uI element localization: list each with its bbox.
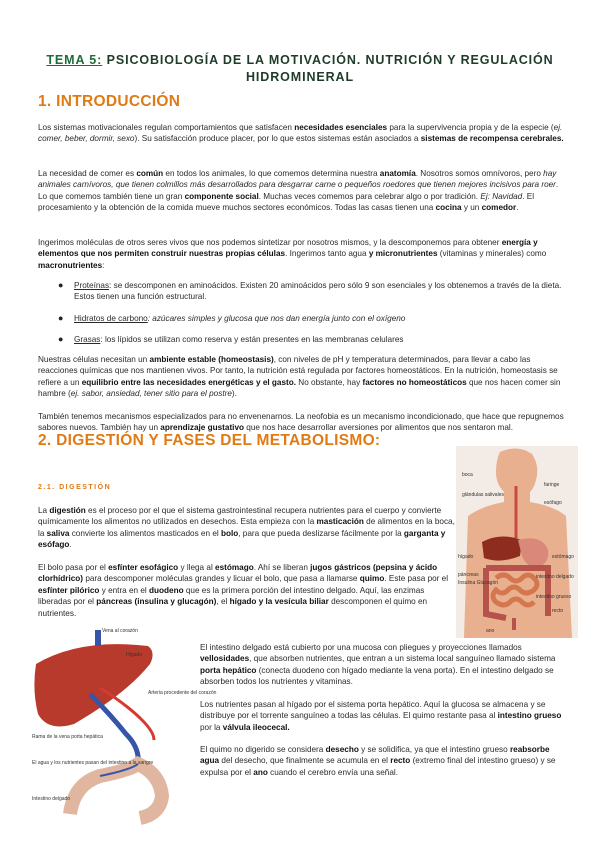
digestion-paragraph-2: El bolo pasa por el esfínter esofágico y llega al estómago. Ahí se liberan jugos gástricos (pepsina y ácido clorhídrico) para descomponer moléculas grandes y licuar el bolo, que pasa a llamarse quimo. Este pasa por el esfínter pilórico y entra en el duodeno que es la primera porción del intestino delgado. Aquí, las enzimas liberadas por el páncreas (insulina y glucagón), el hígado y la vesícula biliar descomponen el quimo en nutrientes. [38, 563, 449, 618]
digestion-paragraph-4: Los nutrientes pasan al hígado por el sistema porta hepático. Aquí la glucosa se almacena y se distribuye por el torrente sanguíneo a todas las células. El quimo restante pasa al intestino grueso por la válvula ileocecal. [200, 700, 562, 732]
bullet-dot: ● [58, 334, 64, 344]
digestion-paragraph-3: El intestino delgado está cubierto por una mucosa con pliegues y proyecciones llamados vellosidades, que absorben nutrientes, que entran a un sistema local sanguíneo llamado sistema porta hepático (conecta duodeno con hígado mediante la vena porta). En el intestino delgado se absorben todos los nutrientes y vitaminas. [200, 643, 556, 687]
label-pancreas: páncreas [458, 572, 479, 578]
section2-subheading: 2.1. DIGESTIÓN [38, 484, 112, 491]
label-glandulas: glándulas salivales [462, 492, 504, 498]
intro-paragraph-1: Los sistemas motivacionales regulan comportamientos que satisfacen necesidades esenciales para la supervivencia propia y de la especie (ej. comer, beber, dormir, sexo). Su satisfacción produce placer, por lo que estos sistemas están asociados a sistemas de recompensa cerebrales. [38, 123, 564, 144]
label-vena-corazon: Vena al corazón [102, 628, 138, 634]
bullet-dot: ● [58, 280, 64, 290]
label-insulina: Insulina Glucagón [458, 580, 499, 586]
label-esofago: esófago [544, 500, 562, 506]
bullet-dot: ● [58, 313, 64, 323]
label-agua-nutrientes: El agua y los nutrientes pasan del intestino a la sangre [32, 760, 154, 766]
section2-heading: 2. DIGESTIÓN Y FASES DEL METABOLISMO: [38, 432, 381, 449]
label-boca: boca [462, 472, 473, 478]
bullet-grasas: Grasas: los lípidos se utilizan como reserva y están presentes en las membranas celulares [74, 335, 404, 344]
label-estomago: estómago [552, 554, 574, 560]
label-recto: recto [552, 608, 564, 614]
title-line2: HIDROMINERAL [245, 70, 355, 84]
digestion-paragraph-1: La digestión es el proceso por el que el sistema gastrointestinal recupera nutrientes para el cuerpo y convierte químicamente los alimentos no utilizados en desechos. Esta empieza con la masticación de alimentos en la boca, la saliva convierte los alimentos masticados en el bolo, para que pueda deslizarse fácilmente por la garganta y esófago. [38, 506, 455, 550]
label-higado: Hígado [126, 652, 143, 658]
intro-paragraph-4: Nuestras células necesitan un ambiente estable (homeostasis), con niveles de pH y temperatura determinados, para llevar a cabo las reacciones químicas que nos mantienen vivos. Por tanto, la nutrición está regulada por factores homeostáticos. En la nutrición, homeostasis se refiere a un equilibrio entre las necesidades energéticas y el gasto. No obstante, hay factores no homeostáticos que nos hacen comer sin hambre (ej. sabor, ansiedad, tener sitio para el postre). [38, 355, 561, 399]
intro-paragraph-5: También tenemos mecanismos especializados para no envenenarnos. La neofobia es un mecanismo incondicionado, que hace que repugnemos sabores nuevos. También hay un aprendizaje gustativo que nos hace desarrollar aversiones por alimentos que nos sentaron mal. [38, 412, 564, 433]
section1-heading: 1. INTRODUCCIÓN [38, 93, 181, 110]
label-higado: hígado [458, 554, 474, 560]
label-arteria: Arteria procedente del corazón [148, 690, 217, 696]
document-title [40, 52, 560, 86]
label-intestino-delgado: Intestino delgado [32, 796, 71, 802]
label-intestino-delgado: intestino delgado [536, 574, 574, 580]
digestion-paragraph-5: El quimo no digerido se considera desecho y se solidifica, ya que el intestino grueso reabsorbe agua del desecho, que finalmente se acumula en el recto (extremo final del intestino grueso) y se expulsa por el ano cuando el cerebro envía una señal. [200, 745, 556, 777]
label-intestino-grueso: intestino grueso [536, 594, 572, 600]
title-tema: TEMA 5: [46, 53, 103, 67]
liver-shape [482, 536, 522, 560]
label-rama-vena-porta: Rama de la vena porta hepática [32, 734, 103, 740]
bullet-hidratos: Hidratos de carbono: azúcares simples y glucosa que nos dan energía junto con el oxígeno [74, 314, 406, 323]
intro-paragraph-3: Ingerimos moléculas de otros seres vivos que nos podemos sintetizar por nosotros mismos, y la descomponemos para obtener energía y elementos que nos permiten construir nuestras propias células. Ingerimos tanto agua y micronutrientes (vitaminas y minerales) como macronutrientes: [38, 238, 547, 270]
label-ano: ano [486, 628, 495, 634]
title-text: PSICOBIOLOGÍA DE LA MOTIVACIÓN. NUTRICIÓN Y REGULACIÓN [102, 53, 554, 67]
digestive-system-figure [456, 446, 578, 638]
intro-paragraph-2: La necesidad de comer es común en todos los animales, lo que comemos determina nuestra anatomía. Nosotros somos omnívoros, pero hay animales carnívoros, que tienen colmillos más desarrollados para desgarrar carne o pequeños roedores que tienen mejores incisivos para roer. Lo que comemos también tiene un gran componente social. Muchas veces comemos para celebrar algo o por tradición. Ej: Navidad. El procesamiento y la obtención de la comida mueve muchos sectores económicos. Todas las casas tienen una cocina y un comedor. [38, 169, 559, 213]
liver-portal-figure [30, 624, 217, 824]
bullet-proteinas: Proteínas: se descomponen en aminoácidos. Existen 20 aminoácidos pero sólo 9 son esenciales y los obtenemos a través de la dieta. Estos tienen una función estructural. [74, 281, 562, 302]
label-faringe: faringe [544, 482, 560, 488]
